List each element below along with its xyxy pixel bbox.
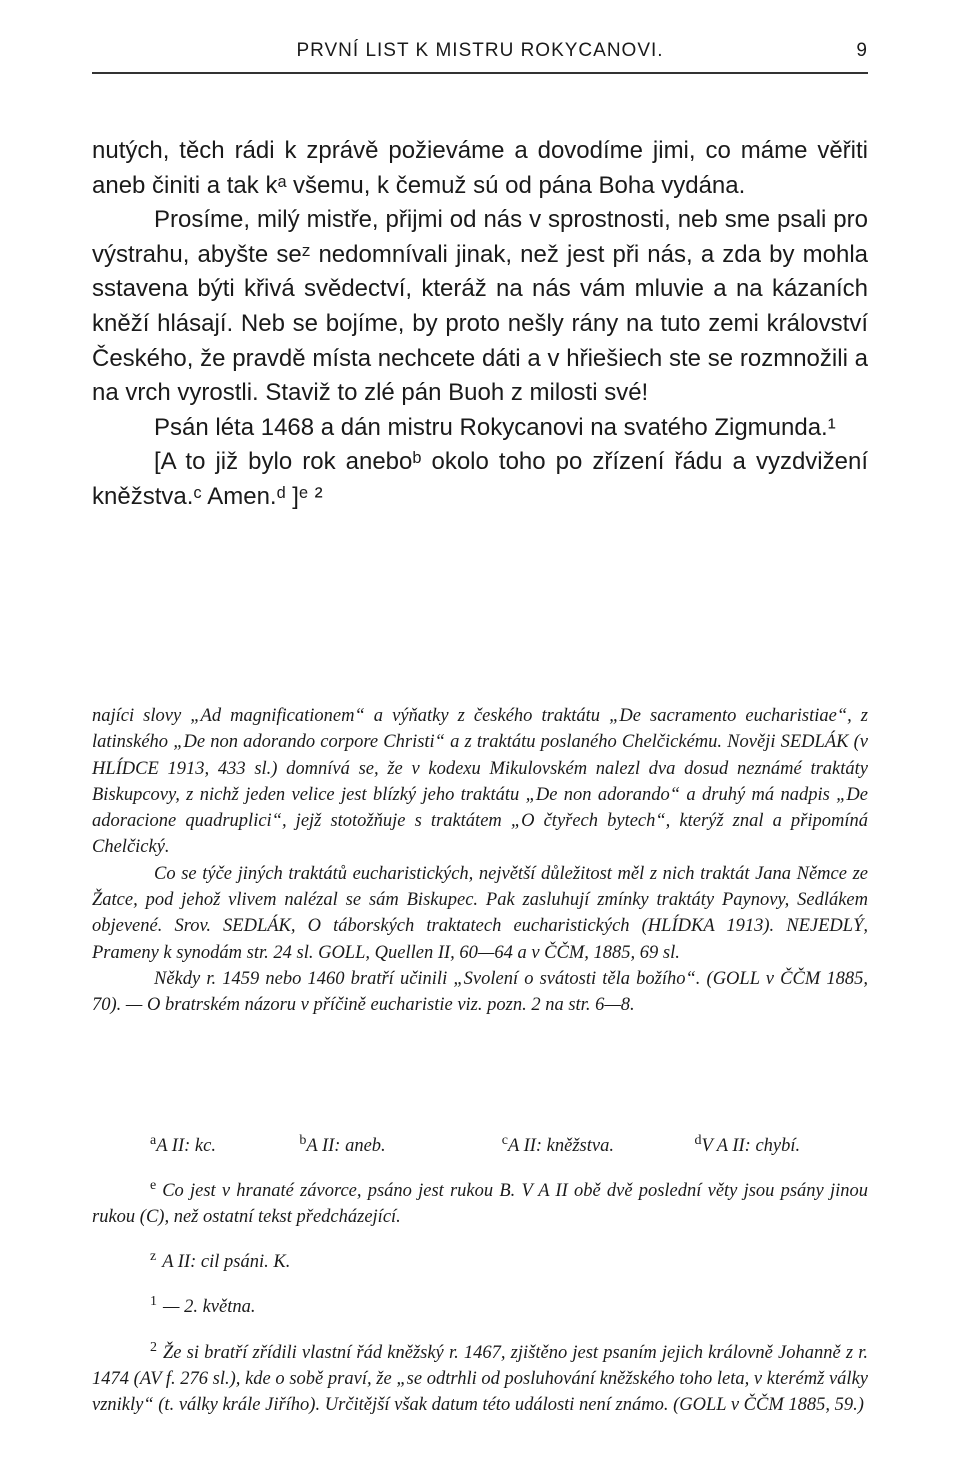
- paragraph-3: Psán léta 1468 a dán mistru Rokycanovi na svatého Zigmunda.¹: [154, 413, 836, 441]
- note-paragraph-1: najíci slovy „Ad magnificationem“ a výňatky z českého traktátu „De sacramento eucharistiae“, z latinského „De non adorando corpore Christi“ a z traktátu poslaného Chelčickému. Nověji SEDLÁK (v HLÍDCE 1913, 433 sl.) domnívá se, že v kodexu Mikulovském nalezl dva dosud neznámé traktáty Biskupcovy, z nichž jeden velice jest blízký jeho traktátu „De non adorando“ a druhý má nadpis „De adoracione quadruplici“, jejž stotožňuje s traktátem „O čtyřech bytech“, kterýž znal a připomíná Chelčický.: [92, 706, 868, 858]
- main-text: [92, 134, 868, 515]
- variant-b: $^b$A II: aneb.: [299, 1133, 386, 1157]
- variant-apparatus: [92, 1128, 868, 1418]
- variant-row: [92, 1128, 868, 1159]
- page-number: 9: [856, 40, 868, 61]
- variant-a: $^a$A II: kc.: [150, 1133, 216, 1157]
- variant-z: $^z$ A II: cil psáni. K.: [150, 1249, 291, 1273]
- footnotes-continued: [92, 703, 868, 1019]
- footnote-1: $^1$ — 2. května.: [150, 1294, 256, 1318]
- header-rule: [92, 72, 868, 74]
- variant-c: $^c$A II: kněžstva.: [501, 1133, 614, 1157]
- note-paragraph-3: Někdy r. 1459 nebo 1460 bratří učinili „Svolení o svátosti těla božího“. (GOLL v ČČM 1885, 70). — O bratrském názoru v příčině eucharistie viz. pozn. 2 na str. 6—8.: [92, 968, 868, 1016]
- paragraph-1: nutých, těch rádi k zprávě požieváme a dovodíme jimi, co máme věřiti aneb činiti a tak kᵃ všemu, k čemuž sú od pána Boha vydána.: [92, 137, 868, 199]
- variant-e: $^e$ Co jest v hranaté závorce, psáno jest rukou B. V A II obě dvě poslední věty jsou psány jinou rukou (C), než ostatní tekst předcházející.: [92, 1178, 868, 1228]
- variant-d: $^d$V A II: chybí.: [694, 1133, 801, 1157]
- paragraph-2: Prosíme, milý mistře, přijmi od nás v sprostnosti, neb sme psali pro výstrahu, abyšte seᶻ nedomnívali jinak, než jest při nás, a zda by mohla sstavena býti křivá svědectví, kteráž na nás vám mluvie a na kázaních kněží hlásají. Neb se bojíme, by proto nešly rány na tuto zemi království Českého, že pravdě místa nechcete dáti a v hřiešiech ste se rozmnožili a na vrch vyrostli. Staviž to zlé pán Buoh z milosti své!: [92, 206, 868, 407]
- running-title: PRVNÍ LIST K MISTRU ROKYCANOVI.: [296, 40, 664, 61]
- footnote-2: $^2$ Že si bratří zřídili vlastní řád kněžský r. 1467, zjištěno jest psaním jejich královně Johanně z r. 1474 (AV f. 276 sl.), kde o sobě praví, že „se odtrhli od posluhování kněžského toho leta, v kterémž války vznikly“ (t. války krále Jiřího). Určitější však datum této události není známo. (GOLL v ČČM 1885, 59.): [92, 1339, 868, 1415]
- paragraph-4: [A to již bylo rok aneboᵇ okolo toho po zřízení řádu a vyzdvižení kněžstva.ᶜ Amen.ᵈ ]ᵉ ²: [92, 448, 868, 510]
- note-paragraph-2: Co se týče jiných traktátů eucharistických, největší důležitost měl z nich traktát Jana Němce ze Žatce, pod jehož vlivem nalézal se sám Biskupec. Pak zasluhují zmínky traktáty Paynovy, Sedlákem objevené. Srov. SEDLÁK, O táborských traktatech eucharistických (HLÍDKA 1913). NEJEDLÝ, Prameny k synodám str. 24 sl. GOLL, Quellen II, 60—64 a v ČČM, 1885, 69 sl.: [92, 863, 868, 963]
- running-header: [92, 38, 868, 74]
